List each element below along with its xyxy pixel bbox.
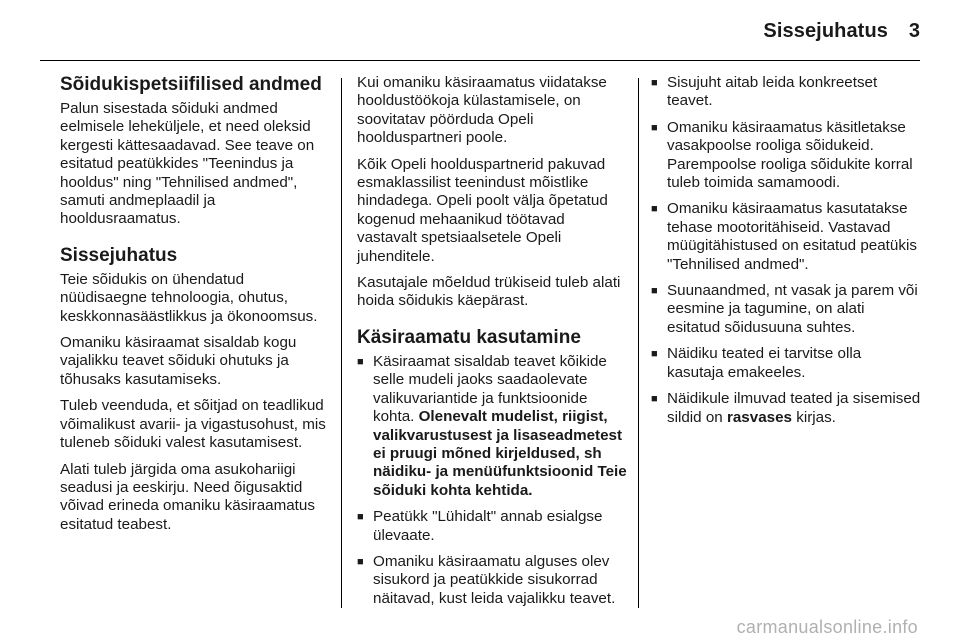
column-3 — [651, 74, 921, 435]
header-divider — [40, 60, 920, 61]
list-item-text: Näidikule ilmuvad teated ja sisemised sildid on — [667, 390, 921, 426]
page-number: 3 — [908, 20, 920, 42]
paragraph: Tuleb veenduda, et sõitjad on teadlikud võimalikust avarii- ja vigastusohust, mis tuleneb sõiduki valest kasutamisest. — [60, 397, 326, 452]
list-item: ■ Peatükk "Lühidalt" annab esialgse ülevaate. — [357, 508, 627, 545]
paragraph: Kõik Opeli hoolduspartnerid pakuvad esmaklassilist teenindust mõistlike hindadega. Opeli poolt välja õpetatud kogenud mehaanikud töötavad vastavalt spetsiaalsetele Opeli juhenditele. — [357, 155, 608, 265]
section-heading-vehicle-data: Sõidukispetsiifilised andmed — [60, 74, 322, 95]
bullet-list — [357, 353, 627, 608]
list-item-bold-text: rasvases — [726, 408, 792, 426]
list-item: ■ Sisujuht aitab leida konkreetset teavet. — [651, 74, 921, 111]
paragraph: Kui omaniku käsiraamatus viidatakse hooldustöökoja külastamisele, on soovitatav pöörduda Opeli hoolduspartneri poole. — [357, 74, 607, 147]
list-item: ■ Omaniku käsiraamatus kasutatakse tehase mootoritähiseid. Vastavad müügitähistused on esitatud peatükis "Tehnilised andmed". — [651, 200, 921, 274]
paragraph: Omaniku käsiraamat sisaldab kogu vajalikku teavet sõiduki ohutuks ja tõhusaks kasutamiseks. — [60, 334, 297, 388]
list-item — [651, 390, 921, 427]
header-title: Sissejuhatus — [763, 20, 888, 42]
list-item — [357, 353, 627, 500]
page-header — [0, 0, 960, 64]
paragraph: Palun sisestada sõiduki andmed eelmisele leheküljele, et need oleksid kergesti kättesaadavad. See teave on esitatud peatükkides "Teenindus ja hooldus" ning "Tehnilised andmed", samuti andmeplaadil ja hooldusraamatus. — [60, 100, 315, 228]
list-item-bold-text: Olenevalt mudelist, riigist, valikvarustusest ja lisaseadmetest ei pruugi mõned kirjeldused, sh näidiku- ja menüüfunktsioonid Teie sõiduki kohta kehtida. — [373, 408, 627, 499]
list-item: ■ Näidiku teated ei tarvitse olla kasutaja emakeeles. — [651, 345, 921, 382]
section-heading-manual-usage: Käsiraamatu kasutamine — [357, 326, 581, 348]
paragraph: Teie sõidukis on ühendatud nüüdisaegne tehnoloogia, ohutus, keskkonnasäästlikkus ja ökonoomsus. — [60, 270, 318, 325]
list-item-text: kirjas. — [792, 408, 836, 426]
section-heading-introduction: Sissejuhatus — [60, 244, 178, 266]
paragraph: Kasutajale mõeldud trükiseid tuleb alati hoida sõidukis käepärast. — [357, 274, 621, 310]
paragraph: Alati tuleb järgida oma asukohariigi seadusi ja eeskirju. Need õigusaktid võivad erineda omaniku käsiraamatus esitatud teabest. — [60, 460, 315, 533]
column-1 — [60, 74, 330, 542]
list-item: ■ Suunaandmed, nt vasak ja parem või eesmine ja tagumine, on alati esitatud sõidusuuna suhtes. — [651, 282, 921, 337]
list-item-text: Käsiraamat sisaldab teavet kõikide selle mudeli jaoks saadaolevate valikuvariantide ja funktsioonide kohta. — [373, 352, 607, 426]
list-item: ■ Omaniku käsiraamatu alguses olev sisukord ja peatükkide sisukorrad näitavad, kust leida vajalikku teavet. — [357, 553, 627, 608]
column-divider-2 — [638, 78, 639, 608]
column-divider-1 — [341, 78, 342, 608]
bullet-list — [651, 74, 921, 427]
watermark-text: carmanualsonline.info — [736, 617, 918, 637]
list-item: ■ Omaniku käsiraamatus käsitletakse vasakpoolse rooliga sõidukeid. Parempoolse rooliga sõidukite korral tuleb toimida samamoodi. — [651, 119, 921, 193]
column-2 — [357, 74, 627, 616]
